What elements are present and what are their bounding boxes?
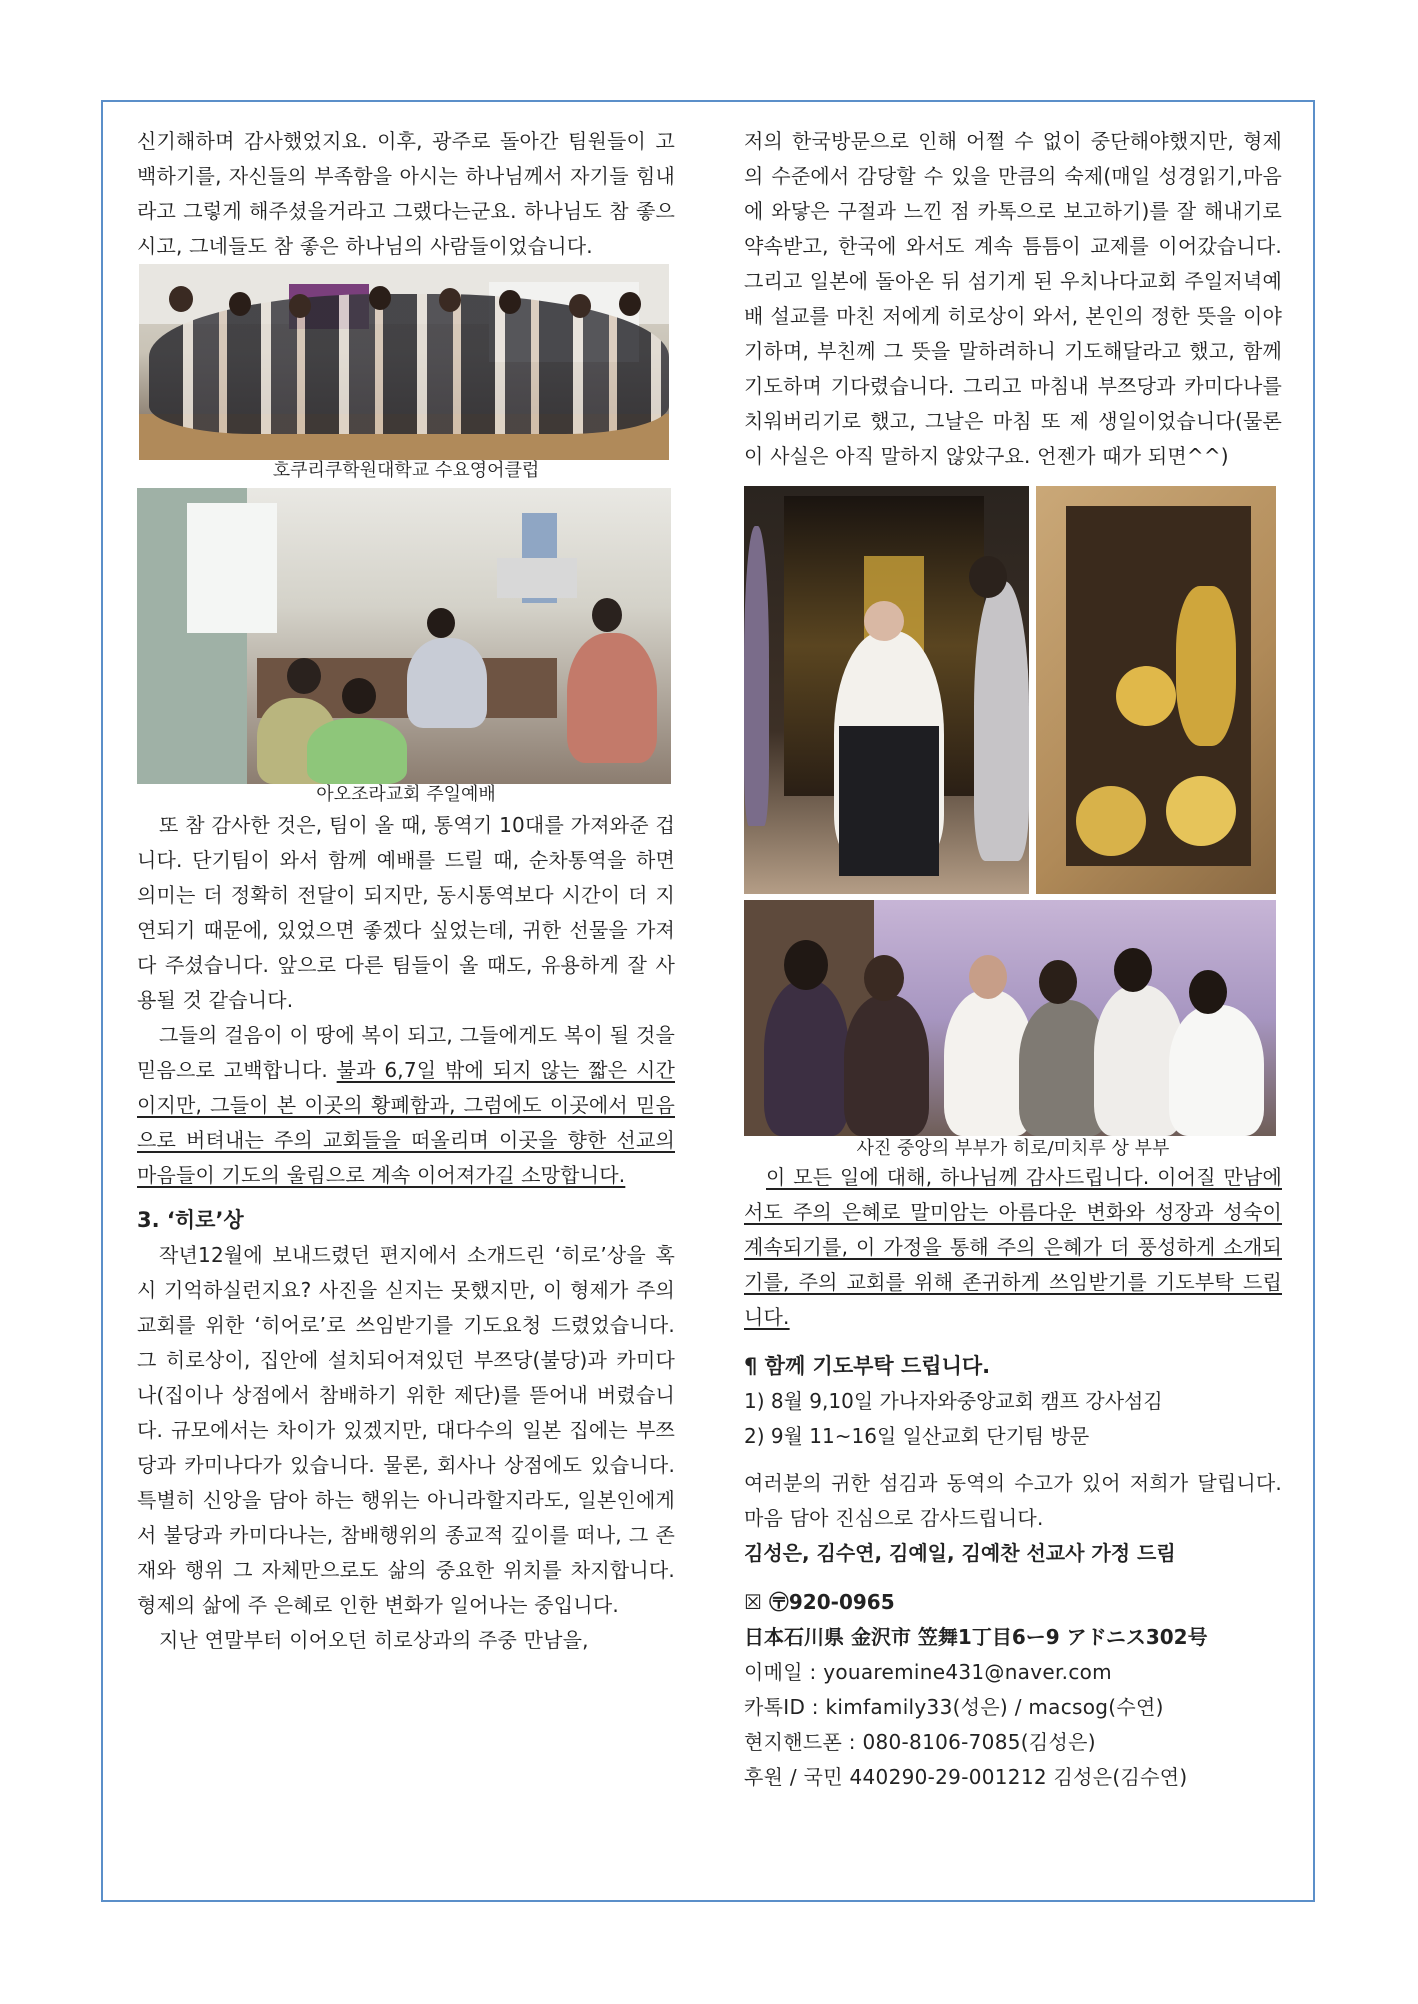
postal-code: ☒ 〶920-0965 [744, 1590, 895, 1614]
section-3-heading: 3. ‘히로’상 [137, 1208, 244, 1232]
photo-english-club [139, 264, 669, 460]
photo-aozora-church-service [137, 488, 671, 784]
photo-english-club-caption: 호쿠리쿠학원대학교 수요영어클럽 [272, 460, 540, 481]
photo-group-butsudan [744, 486, 1276, 1136]
mailing-address: 日本石川県 金沢市 笠舞1丁目6ー9 アドニス302号 [744, 1625, 1208, 1649]
prayer-request-heading: ¶ 함께 기도부탁 드립니다. [744, 1354, 991, 1378]
left-paragraph-4: 작년12월에 보내드렸던 편지에서 소개드린 ‘히로’상을 혹시 기억하실런지요? 사진을 싣지는 못했지만, 이 형제가 주의 교회를 위한 ‘히어로’로 쓰임받기를 기도요청 드렸었습니다. 그 히로상이, 집안에 설치되어져있던 부쯔당(불당)과 카미다나(집이나 상점에서 참배하기 위한 제단)를 뜯어내 버렸습니다. 규모에서는 차이가 있겠지만, 대다수의 일본 집에는 부쯔당과 카미나다가 있습니다. 물론, 회사나 상점에도 있습니다. 특별히 신앙을 담아 하는 행위는 아니라할지라도, 일본인에게서 불당과 카미다나는, 참배행위의 종교적 깊이를 떠나, 그 존재와 행위 그 자체만으로도 삶의 중요한 위치를 차지합니다. 형제의 삶에 주 은혜로 인한 변화가 일어나는 중입니다. [137, 1243, 675, 1617]
left-paragraph-3 [137, 1018, 675, 1193]
contact-kakao: 카톡ID : kimfamily33(성은) / macsog(수연) [744, 1695, 1164, 1719]
contact-email: 이메일 : youaremine431@naver.com [744, 1660, 1112, 1684]
left-paragraph-3-plain: 그들의 걸음이 이 땅에 복이 되고, 그들에게도 복이 될 것을 믿음으로 고백합니다. [137, 1023, 675, 1082]
signature: 김성은, 김수연, 김예일, 김예찬 선교사 가정 드림 [744, 1541, 1176, 1565]
left-paragraph-2: 또 참 감사한 것은, 팀이 올 때, 통역기 10대를 가져와준 겁니다. 단기팀이 와서 함께 예배를 드릴 때, 순차통역을 하면 의미는 더 정확히 전달이 되지만, 동시통역보다 시간이 더 지연되기 때문에, 있었으면 좋겠다 싶었는데, 귀한 선물을 가져다 주셨습니다. 앞으로 다른 팀들이 올 때도, 유용하게 잘 사용될 것 같습니다. [137, 813, 675, 1012]
photo-butsudan-prayer [744, 486, 1029, 894]
thanks-paragraph: 여러분의 귀한 섬김과 동역의 수고가 있어 저희가 달립니다. 마음 담아 진심으로 감사드립니다. [744, 1471, 1282, 1530]
photo-hiro-family-caption: 사진 중앙의 부부가 히로/미치루 상 부부 [856, 1138, 1170, 1159]
prayer-item-2: 2) 9월 11~16일 일산교회 단기팀 방문 [744, 1424, 1090, 1448]
photo-removed-altar-items [1036, 486, 1276, 894]
left-column [137, 124, 675, 1658]
left-paragraph-3-underlined: 불과 6,7일 밖에 되지 않는 짧은 시간이지만, 그들이 본 이곳의 황폐함과, 그럼에도 이곳에서 믿음으로 버텨내는 주의 교회들을 떠올리며 이곳을 향한 선교의 마음들이 기도의 울림으로 계속 이어져가길 소망합니다. [137, 1058, 675, 1187]
right-paragraph-2-underlined: 이 모든 일에 대해, 하나님께 감사드립니다. 이어질 만남에서도 주의 은혜로 말미암는 아름다운 변화와 성장과 성숙이 계속되기를, 이 가정을 통해 주의 은혜가 더 풍성하게 소개되기를, 주의 교회를 위해 존귀하게 쓰임받기를 기도부탁 드립니다. [744, 1165, 1282, 1329]
support-bank-account: 후원 / 국민 440290-29-001212 김성은(김수연) [744, 1765, 1188, 1789]
left-paragraph-1: 신기해하며 감사했었지요. 이후, 광주로 돌아간 팀원들이 고백하기를, 자신들의 부족함을 아시는 하나님께서 자기들 힘내라고 그렇게 해주셨을거라고 그랬다는군요. 하나님도 참 좋으시고, 그네들도 참 좋은 하나님의 사람들이었습니다. [137, 129, 675, 258]
left-paragraph-5: 지난 연말부터 이어오던 히로상과의 주중 만남을, [159, 1628, 589, 1652]
right-paragraph-2 [744, 1160, 1282, 1335]
photo-hiro-family [744, 900, 1276, 1136]
right-paragraph-1: 저의 한국방문으로 인해 어쩔 수 없이 중단해야했지만, 형제의 수준에서 감당할 수 있을 만큼의 숙제(매일 성경읽기,마음에 와닿은 구절과 느낀 점 카톡으로 보고하기)를 잘 해내기로 약속받고, 한국에 와서도 계속 틈틈이 교제를 이어갔습니다. 그리고 일본에 돌아온 뒤 섬기게 된 우치나다교회 주일저녁예배 설교를 마친 저에게 히로상이 와서, 본인의 정한 뜻을 이야기하며, 부친께 그 뜻을 말하려하니 기도해달라고 했고, 함께 기도하며 기다렸습니다. 그리고 마침내 부쯔당과 카미다나를 치워버리기로 했고, 그날은 마침 또 제 생일이었습니다(물론 이 사실은 아직 말하지 않았구요. 언젠가 때가 되면^^) [744, 129, 1282, 468]
prayer-item-1: 1) 8월 9,10일 가나자와중앙교회 캠프 강사섬김 [744, 1389, 1163, 1413]
right-column [744, 124, 1282, 1795]
photo-aozora-church-caption: 아오조라교회 주일예배 [316, 784, 496, 805]
contact-phone: 현지핸드폰 : 080-8106-7085(김성은) [744, 1730, 1096, 1754]
